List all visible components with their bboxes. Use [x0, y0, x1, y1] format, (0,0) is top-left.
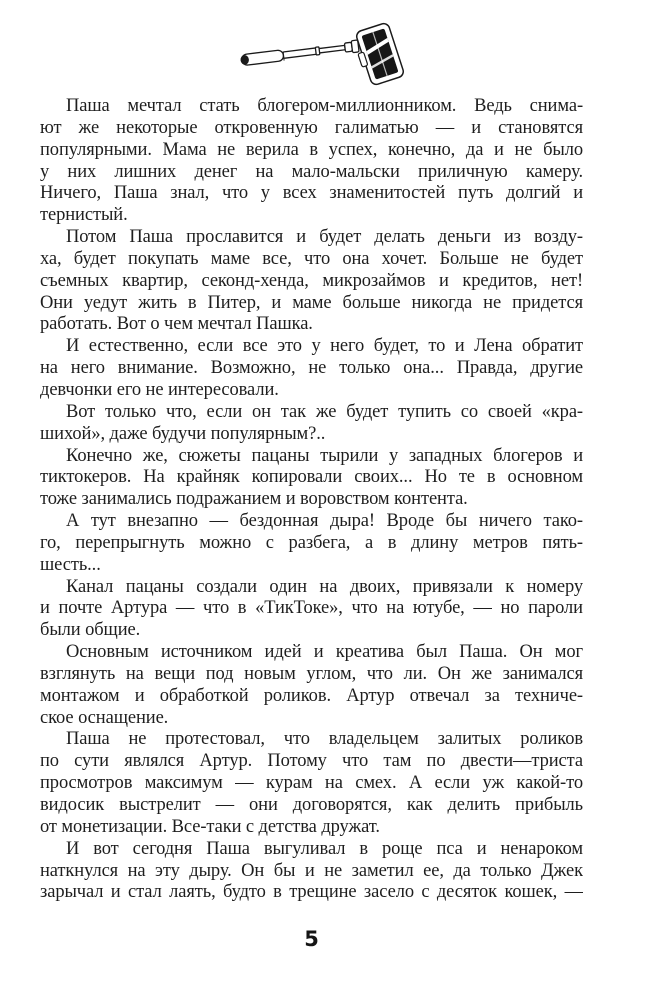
- text-line: тиктокеров. На крайняк копировали своих... Но те в основном: [40, 467, 583, 488]
- text-line: Они уедут жить в Питер, и маме больше никогда не придется: [40, 292, 583, 313]
- text-line: популярными. Мама не верила в успех, конечно, да и не было: [40, 139, 583, 160]
- text-block: [40, 96, 583, 904]
- paragraph: [40, 577, 583, 643]
- text-line: были общие.: [40, 620, 141, 641]
- text-line: монтажом и обработкой роликов. Артур отвечал за техниче-: [40, 685, 583, 706]
- paragraph: [40, 511, 583, 577]
- selfie-stick-illustration: [228, 12, 413, 92]
- paragraph: [40, 96, 583, 227]
- smartphone-icon: [351, 22, 404, 87]
- text-line: Паша не протестовал, что владельцем залитых роликов: [66, 729, 583, 750]
- text-line: и почте Артура — что в «ТикТоке», что на ютубе, — но пароли: [40, 598, 583, 619]
- text-line: го, перепрыгнуть можно с разбега, а в длину метров пять-: [40, 532, 583, 553]
- paragraph: [40, 642, 583, 729]
- text-line: Основным источником идей и креатива был Паша. Он мог: [66, 642, 583, 663]
- text-line: тернистый.: [40, 205, 128, 226]
- text-line: ха, будет покупать маме все, что она хочет. Больше не будет: [40, 248, 583, 269]
- selfie-stick-rod-thin: [317, 45, 345, 53]
- text-line: работать. Вот о чем мечтал Пашка.: [40, 314, 313, 335]
- page-number: 5: [304, 927, 319, 951]
- text-line: по сути являлся Артур. Потому что там по двести—триста: [40, 751, 583, 772]
- paragraph: [40, 729, 583, 838]
- selfie-stick-icon: [228, 12, 413, 92]
- text-line: наткнулся на эту дыру. Он бы и не заметил ее, да только Джек: [40, 860, 583, 881]
- selfie-stick-rod: [283, 48, 318, 58]
- text-line: Паша мечтал стать блогером-миллионником. Ведь снима-: [66, 96, 583, 116]
- selfie-stick-joint: [315, 47, 320, 55]
- paragraph: [40, 336, 583, 402]
- text-line: видосик выстрелит — они договорятся, как делить прибыль: [40, 795, 583, 815]
- text-line: Вот только что, если он так же будет тупить со своей «кра-: [66, 401, 583, 422]
- text-line: на него внимание. Возможно, не только она... Правда, другие: [40, 358, 583, 379]
- text-line: съемных квартир, секонд-хенда, микрозаймов и кредитов, нет!: [40, 270, 583, 291]
- text-line: Ничего, Паша знал, что у всех знаменитостей путь долгий и: [40, 183, 583, 204]
- paragraph: [40, 402, 583, 446]
- text-line: Потом Паша прославится и будет делать деньги из возду-: [66, 227, 583, 248]
- text-line: шихой», даже будучи популярным?..: [40, 423, 326, 444]
- text-line: просмотров максимум — курам на смех. А если уж какой-то: [40, 773, 583, 794]
- paragraph: [40, 227, 583, 336]
- text-line: тоже занимались подражанием и воровством контента.: [40, 489, 468, 510]
- text-line: Канал пацаны создали один на двоих, привязали к номеру: [66, 576, 583, 597]
- text-line: ское оснащение.: [40, 707, 169, 728]
- text-line: зарычал и стал лаять, будто в трещине засело с десяток кошек, —: [40, 882, 583, 903]
- text-line: И естественно, если все это у него будет, то и Лена обратит: [66, 336, 583, 357]
- paragraph: [40, 839, 583, 905]
- text-line: И вот сегодня Паша выгуливал в роще пса и ненароком: [66, 838, 583, 859]
- text-line: девчонки его не интересовали.: [40, 379, 279, 400]
- text-line: А тут внезапно — бездонная дыра! Вроде бы ничего тако-: [66, 511, 583, 532]
- text-line: Конечно же, сюжеты пацаны тырили у западных блогеров и: [66, 445, 583, 466]
- text-line: взглянуть на вещи под новым углом, что ли. Он же занимался: [40, 663, 583, 684]
- text-line: у них лишних денег на мало-мальски приличную камеру.: [40, 161, 583, 182]
- text-line: шесть...: [40, 554, 101, 575]
- text-line: от монетизации. Все-таки с детства дружат.: [40, 816, 380, 837]
- paragraph: [40, 446, 583, 512]
- text-line: ют же некоторые откровенную галиматью — и становятся: [40, 117, 583, 138]
